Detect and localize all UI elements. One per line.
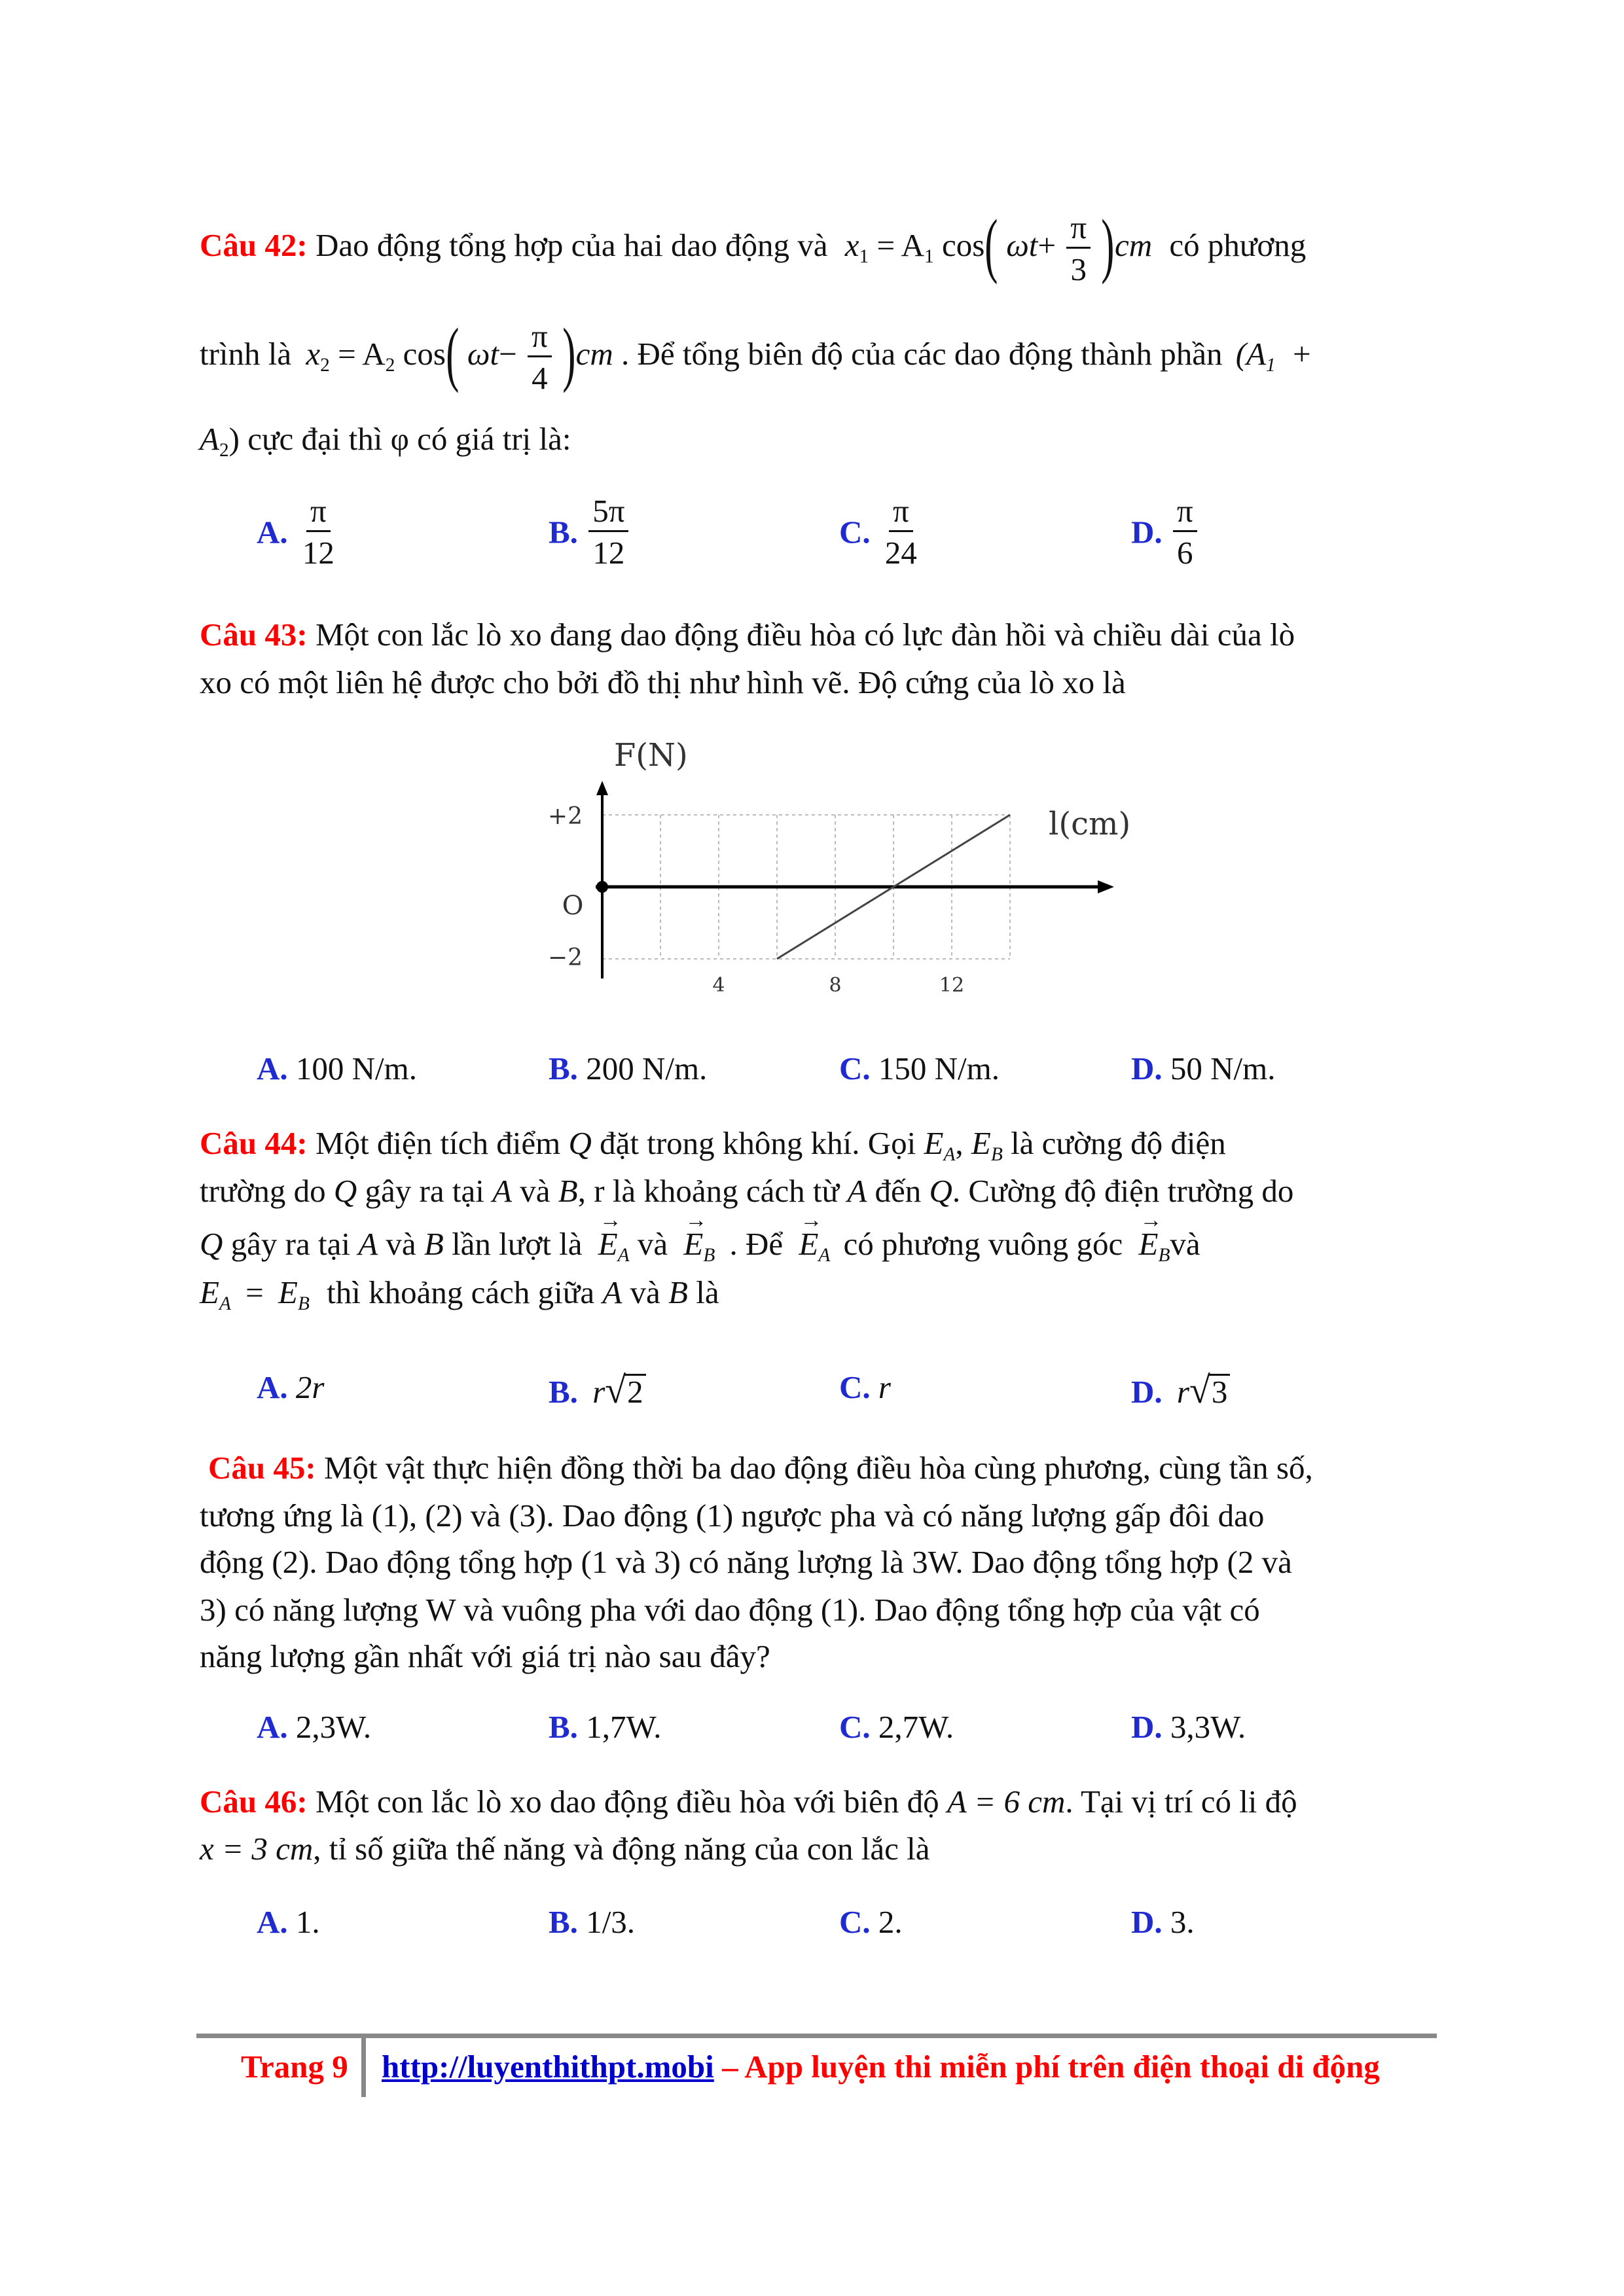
q44-line2: trường do Q gây ra tại A và B, r là khoảng cách từ A đến Q. Cường độ điện trường do — [200, 1173, 1294, 1209]
q46-line1: Câu 46: Một con lắc lò xo dao động điều hòa với biên độ A = 6 cm. Tại vị trí có li độ — [200, 1784, 1297, 1820]
q44-option-d[interactable]: D. r√3 — [1131, 1371, 1230, 1409]
x-tick-label: 12 — [939, 974, 965, 997]
q44-option-c[interactable]: C. r — [839, 1369, 891, 1405]
footer-divider — [361, 2038, 366, 2097]
q45-option-b[interactable]: B. 1,7W. — [549, 1709, 662, 1745]
x-axis-arrow-icon — [1098, 880, 1114, 893]
vector-eb: → $E_B$ — [1139, 1228, 1170, 1260]
origin-label: O — [562, 891, 584, 921]
q43-option-d[interactable]: D. 50 N/m. — [1131, 1050, 1276, 1086]
x2-formula: $x_2 = A_2$ cos( ωt− $\frac{\pi}{4}$ )cm — [306, 313, 613, 397]
q44-line1: Câu 44: Một điện tích điểm Q đặt trong không khí. Gọi $E_A$, $E_B$ là cường độ điện — [200, 1125, 1226, 1165]
q44-option-a[interactable]: A. 2r — [257, 1369, 325, 1405]
q45-line1: Câu 45: Một vật thực hiện đồng thời ba dao động điều hòa cùng phương, cùng tần số, — [208, 1450, 1313, 1486]
q46-option-d[interactable]: D. 3. — [1131, 1904, 1195, 1940]
y-axis-arrow-icon — [596, 781, 608, 795]
q45-line2: tương ứng là (1), (2) và (3). Dao động (1) ngược pha và có năng lượng gấp đôi dao — [200, 1498, 1265, 1534]
q43-line2: xo có một liên hệ được cho bởi đồ thị như hình vẽ. Độ cứng của lò xo là — [200, 664, 1126, 700]
q45-line4: 3) có năng lượng W và vuông pha với dao động (1). Dao động tổng hợp của vật có — [200, 1592, 1260, 1628]
q43-option-b[interactable]: B. 200 N/m. — [549, 1050, 708, 1086]
y-tick-label: +2 — [547, 803, 583, 830]
q43-option-c[interactable]: C. 150 N/m. — [839, 1050, 1000, 1086]
x-tick-label: 8 — [829, 974, 842, 997]
footer-rule — [196, 2034, 1437, 2038]
sqrt-icon: √ — [1189, 1369, 1210, 1411]
q42-line3: $A_2$) cực đại thì φ có giá trị là: — [200, 421, 571, 461]
q45-option-c[interactable]: C. 2,7W. — [839, 1709, 954, 1745]
q45-option-a[interactable]: A. 2,3W. — [257, 1709, 372, 1745]
y-axis-label: F(N) — [614, 737, 688, 774]
q46-option-a[interactable]: A. 1. — [257, 1904, 320, 1940]
x1-formula: $x_1 = A_1$ cos( ωt+ $\frac{\pi}{3}$ )cm — [844, 204, 1153, 288]
footer-text: http://luyenthithpt.mobi – App luyện thi miễn phí trên điện thoại di động — [382, 2049, 1380, 2085]
q42-line1: Câu 42: Dao động tổng hợp của hai dao động và $x_1 = A_1$ cos( ωt+ $\frac{\pi}{3}$ )cm có phương — [200, 204, 1307, 288]
x-tick-label: 4 — [712, 974, 725, 997]
vector-ea: → $E_A$ — [598, 1228, 630, 1260]
q42-label: Câu 42: — [200, 227, 308, 264]
q42-option-d[interactable]: D. $\frac{\pi}{6}$ — [1131, 494, 1200, 570]
force-length-graph — [517, 733, 1131, 1034]
q42-option-c[interactable]: C. $\frac{\pi}{24}$ — [839, 493, 917, 571]
vector-ea: → $E_A$ — [799, 1228, 830, 1260]
q46-option-c[interactable]: C. 2. — [839, 1904, 903, 1940]
chart-labels — [548, 737, 1130, 997]
chart-axes — [596, 781, 1114, 978]
q42-option-b[interactable]: B. $\frac{5\pi}{12}$ — [549, 494, 631, 570]
footer-link[interactable]: http://luyenthithpt.mobi — [382, 2049, 714, 2085]
q43-option-a[interactable]: A. 100 N/m. — [257, 1050, 418, 1086]
sqrt-icon: √ — [605, 1369, 626, 1411]
q45-line3: động (2). Dao động tổng hợp (1 và 3) có năng lượng là 3W. Dao động tổng hợp (2 và — [200, 1544, 1292, 1580]
q45-option-d[interactable]: D. 3,3W. — [1131, 1709, 1246, 1745]
q46-option-b[interactable]: B. 1/3. — [549, 1904, 636, 1940]
q44-line4: $E_A = E_B$ thì khoảng cách giữa A và B là — [200, 1274, 719, 1314]
q43-line1: Câu 43: Một con lắc lò xo đang dao động điều hòa có lực đàn hồi và chiều dài của lò — [200, 617, 1295, 653]
q46-line2: x = 3 cm, tỉ số giữa thế năng và động năng của con lắc là — [200, 1831, 930, 1867]
q42-option-a[interactable]: A. $\frac{\pi}{12}$ — [257, 493, 334, 571]
q44-option-b[interactable]: B. r√2 — [549, 1371, 646, 1409]
q42-line2: trình là $x_2 = A_2$ cos( ωt− $\frac{\pi}{4}$ )cm . Để tổng biên độ của các dao động thành phần ($A_1$ + — [200, 313, 1311, 397]
q45-line5: năng lượng gần nhất với giá trị nào sau đây? — [200, 1638, 770, 1674]
q44-line3: Q gây ra tại A và B lần lượt là → $E_A$ và → $E_B$ . Để → $E_A$ có phương vuông góc → $E_Bvà$ — [200, 1228, 1200, 1260]
y-tick-label: −2 — [547, 944, 583, 971]
origin-dot — [596, 881, 608, 893]
x-axis-label: l(cm) — [1049, 806, 1131, 842]
footer-page-number: Trang 9 — [241, 2049, 348, 2085]
vector-eb: → $E_B$ — [683, 1228, 715, 1260]
